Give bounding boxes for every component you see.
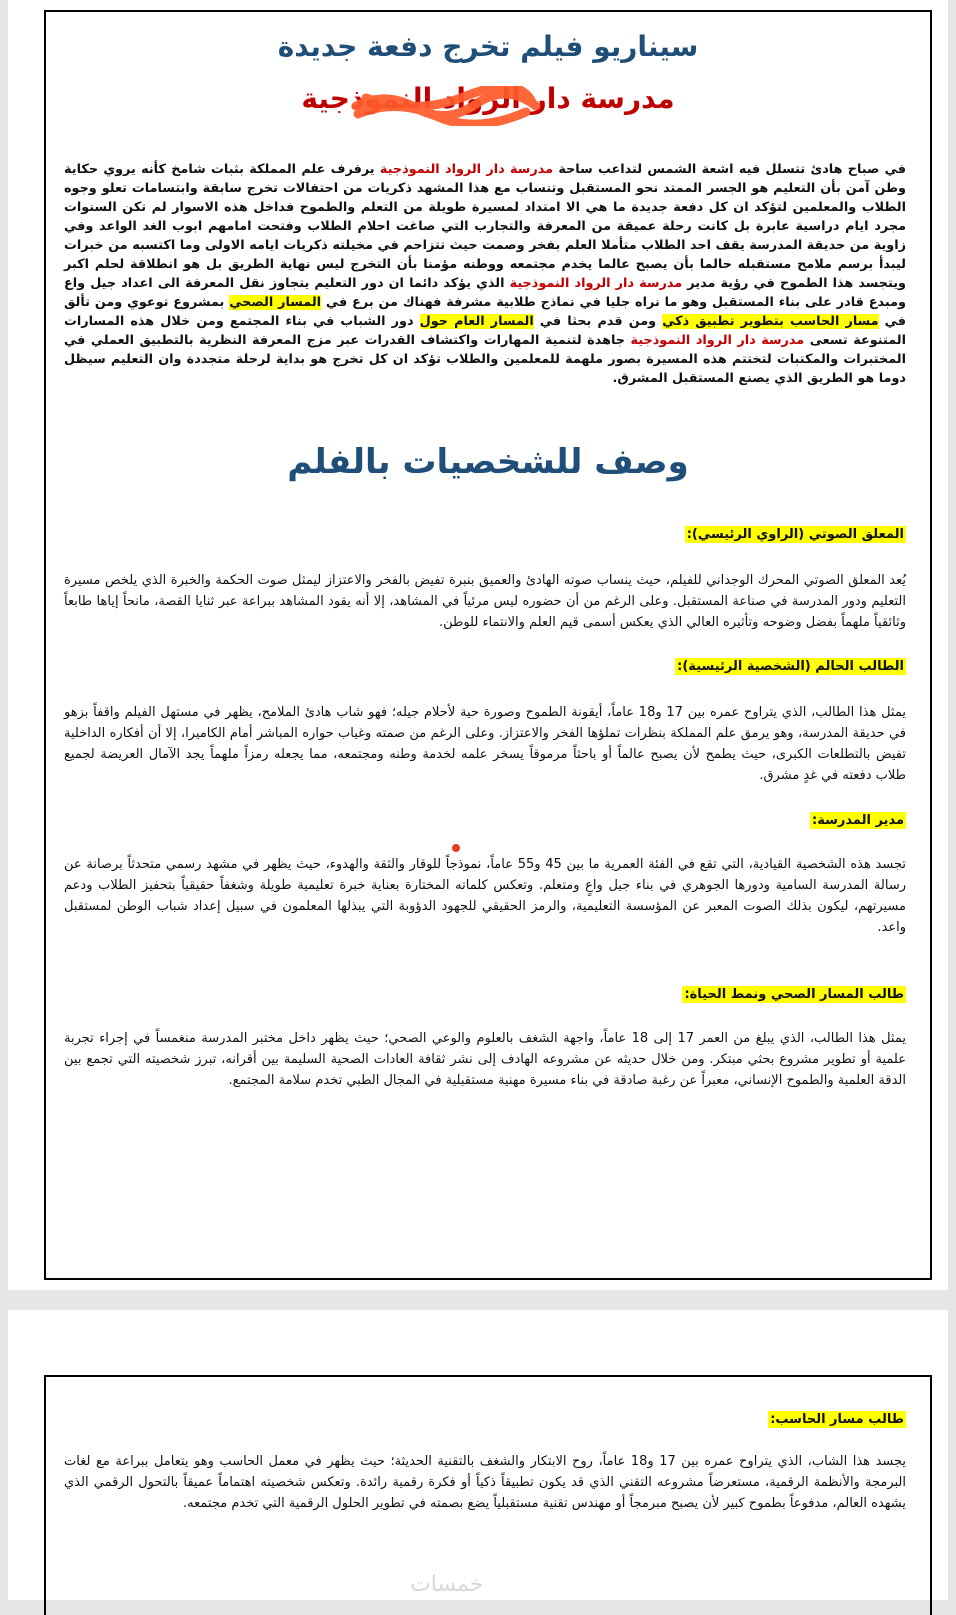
intro-text-4: بمشروع توعوي ومن تألق في — [64, 295, 907, 329]
intro-paragraph — [64, 160, 906, 388]
highlight-computer-track: مسار الحاسب بتطوير تطبيق ذكي — [662, 314, 879, 329]
school-name-1: مدرسة دار الرواد النموذجية — [379, 162, 554, 177]
intro-text-5: ومن قدم بحثا في — [533, 314, 663, 329]
intro-text-2: يرفرف علم المملكة بثبات شامخ كأنه يروي حكاية وطن آمن بأن التعليم هو الجسر الممتد نحو المستقبل وتنساب مع هذا المشهد ذكريات من احتفالات تخرج سابقة وابتسامات تعلو وجوه الطلاب والمعلمين لتؤكد ان كل دفعة جديدة ما هي الا امتداد لمسيرة طويلة من التعلم والطموح فداخل هذه الاسوار لم تكن السنوات مجرد ايام دراسية عابرة بل كانت رحلة عميقة من المعرفة والتجارب التي صاغت احلام الطلاب وفتحت امامهم ابوب الغد الواعد وفي زاوية من حديقة المدرسة يقف احد الطلاب متأملا العلم بفخر وصمت حيث تتزاحم في مخيلته ذكريات ايامه الاولى وما اكتسبه من خبرات ليبدأ برسم ملامح مستقبله حالما بأن يصبح عالما يخدم مجتمعه ووطنه مؤمنا بأن التخرج ليس نهاية الطريق بل هو انطلاقة لحلم اكبر ويتجسد هذا الطموح في رؤية مدير — [64, 162, 906, 291]
document-title: سيناريو فيلم تخرج دفعة جديدة — [277, 30, 699, 63]
intro-text-7: جاهدة لتنمية المهارات واكتشاف القدرات عبر مزج المعرفة النظرية بالتطبيق العملي في المختبرات والمكتبات لتختتم هذه المسيرة بصور ملهمة للمعلمين والطلاب تؤكد ان كل تخرج هو بداية لرحلة متجددة وان التعليم سيظل دوما هو الطريق الذي يصنع المستقبل المشرق. — [64, 333, 906, 386]
intro-text-3: الذي يؤكد دائما ان دور التعليم يتجاوز نقل المعرفة الى اعداد جيل واع ومبدع قادر على بناء المستقبل وهو ما نراه جليا في نماذج طلابية مشرفة فهناك من برع في — [64, 276, 906, 310]
principal-heading: مدير المدرسة: — [812, 813, 904, 828]
principal-description: تجسد هذه الشخصية القيادية، التي تقع في الفئة العمرية ما بين 45 و55 عاماً، نموذجاً للوقار والثقة والهدوء، حيث يظهر في مشهد رسمي متحدثاً برصانة عن رسالة المدرسة السامية ودورها الجوهري في بناء جيل واعٍ ومتعلم. وتعكس كلماته المختارة بعناية خبرة تعليمية طويلة وشغفاً حقيقياً بتحفيز الطلاب ودعم مسيرتهم، ليكون بذلك الصوت المعبر عن المؤسسة التعليمية، والرمز الحقيقي للجهود الدؤوبة التي يبذلها المعلمون في سبيل إعداد شباب الوطن لمستقبل واعد. — [64, 857, 906, 935]
page-2-border — [44, 1375, 932, 1615]
intro-text-1: في صباح هادئ تتسلل فيه اشعة الشمس لتداعب ساحة — [553, 162, 906, 177]
health-student-description: يمثل هذا الطالب، الذي يبلغ من العمر 17 إلى 18 عاماً، واجهة الشغف بالعلوم والوعي الصحي؛ حيث يظهر داخل مختبر المدرسة منغمساً في إجراء تجربة علمية أو تطوير مشروع بحثي مبتكر. ومن خلال حديثه عن مشروعه الهادف إلى نشر ثقافة العادات الصحية السليمة بين أقرانه، تبرز شخصيته التي تجمع بين الدقة العلمية والطموح الإنساني، معبراً عن رغبة صادقة في بناء مسيرة مهنية مستقبلية في المجال الطبي تخدم سلامة المجتمع. — [64, 1031, 906, 1088]
characters-section-title: وصف للشخصيات بالفلم — [287, 442, 689, 482]
narrator-heading: المعلق الصوتي (الراوي الرئيسي): — [686, 527, 904, 542]
dreamer-student-description: يمثل هذا الطالب، الذي يتراوح عمره بين 17 و18 عاماً، أيقونة الطموح وصورة حية لأحلام جيله؛ فهو شاب هادئ الملامح، يظهر في مستهل الفيلم واقفاً بزهو في حديقة المدرسة، وهو يرمق علم المملكة بنظرات تملؤها الفخر والاعتزاز. وعلى الرغم من صمته وغياب حواره المباشر أمام الكاميرا، إلا أن أفكاره الداخلية تفيض بالتطلعات الكبرى، حيث يطمح لأن يصبح عالماً أو باحثاً مرموقاً يسخر علمه لخدمة وطنه ومجتمعه، مما يجعله رمزاً ملهماً يجد الآمال العريضة لجميع طلاب دفعته في غدٍ مشرق. — [64, 705, 906, 783]
computer-student-description: يجسد هذا الشاب، الذي يتراوح عمره بين 17 و18 عاماً، روح الابتكار والشغف بالتقنية الحديثة؛ حيث يظهر في معمل الحاسب وهو يتعامل ببراعة مع لغات البرمجة والأنظمة الرقمية، مستعرضاً مشروعه التقني الذي قد يكون تطبيقاً ذكياً أو فكرة رقمية رائدة. وتعكس شخصيته اهتماماً عميقاً بالتحول الرقمي الذي يشهده العالم، مدفوعاً بطموح كبير لأن يصبح مبرمجاً أو مهندس تقنية مستقبلياً يضع بصمته في تطوير الحلول الرقمية التي تخدم مجتمعه. — [64, 1454, 906, 1511]
highlight-health-track: المسار الصحي — [229, 295, 322, 310]
computer-student-heading: طالب مسار الحاسب: — [770, 1412, 904, 1427]
page-2 — [8, 1310, 948, 1600]
school-title: مدرسة دار الرواد النموذجية — [301, 82, 675, 115]
redaction-scribble — [346, 86, 546, 126]
narrator-description: يُعد المعلق الصوتي المحرك الوجداني للفيلم، حيث ينساب صوته الهادئ والعميق بنبرة تفيض بالفخر والاعتزاز ليمثل صوت الحكمة والخبرة الذي يلخص مسيرة التعليم ودور المدرسة في صناعة المستقبل. وعلى الرغم من أن حضوره ليس مرئياً في المشاهد، إلا أنه يقود المشاهد ببراعة عبر ثنايا القصة، مانحاً إياها طابعاً وثائقياً ملهماً بفضل وضوحه وتأثيره العالي الذي يعكس أسمى قيم العلم والانتماء للوطن. — [64, 573, 906, 630]
school-name-3: مدرسة دار الرواد النموذجية — [630, 333, 805, 348]
red-dot-marker — [452, 844, 460, 852]
intro-text-6: دور الشباب في بناء المجتمع ومن خلال هذه المسارات المتنوعة تسعى — [64, 314, 906, 348]
health-student-heading: طالب المسار الصحي ونمط الحياة: — [684, 987, 904, 1002]
watermark: خمسات — [410, 1572, 484, 1597]
page-1-border — [44, 10, 932, 1280]
school-name-2: مدرسة دار الرواد النموذجية — [509, 276, 683, 291]
highlight-general-track: المسار العام حول — [419, 314, 534, 329]
page-1 — [8, 0, 948, 1290]
dreamer-student-heading: الطالب الحالم (الشخصية الرئيسية): — [677, 659, 904, 674]
